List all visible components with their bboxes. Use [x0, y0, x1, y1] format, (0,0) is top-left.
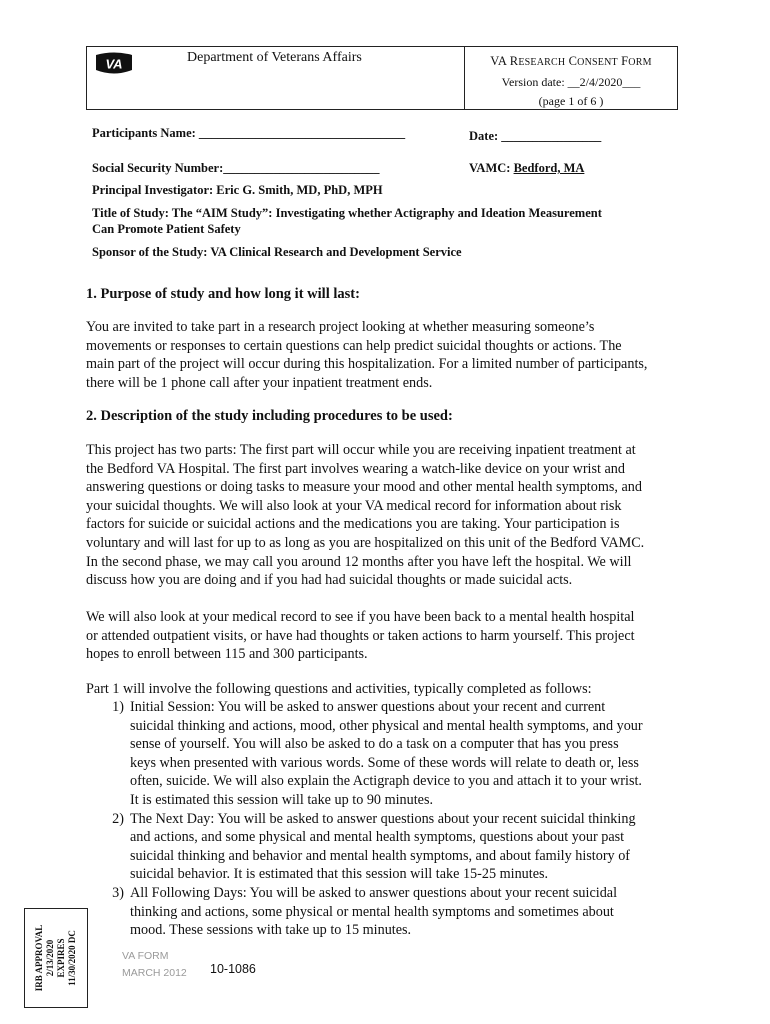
- text-line: This project has two parts: The first part will occur while you are receiving inpatient treatment at: [86, 442, 636, 458]
- text-line: and actions, and some physical and mental health symptoms, questions about your past: [130, 829, 625, 846]
- irb-approval-stamp: [24, 908, 88, 1008]
- irb-expires-date: 11/30/2020 DC: [67, 930, 77, 986]
- text-line: or attended outpatient visits, or have had thoughts or taken actions to harm yourself. This project: [86, 627, 635, 644]
- text-line: All Following Days: You will be asked to answer questions about your recent suicidal: [130, 884, 618, 901]
- participant-name-field: Participants Name: _________________________________: [92, 126, 406, 140]
- text-line: your suicidal thoughts. We will also look at your VA medical record for information about risk: [86, 497, 622, 514]
- text-line: hopes to enroll between 115 and 300 participants.: [86, 646, 368, 663]
- part1-intro: Part 1 will involve the following questions and activities, typically completed as follows:: [86, 681, 592, 697]
- text-line: It is estimated this session will take up to 90 minutes.: [130, 791, 434, 808]
- text-line: sense of yourself. You will also be asked to do a task on a computer that has you press: [130, 736, 619, 753]
- text-line: discuss how you are doing and if you had had suicidal thoughts or made suicidal acts.: [86, 572, 573, 589]
- list-item: [86, 698, 716, 810]
- list-item-number: 1): [112, 699, 124, 715]
- text-line: thinking and actions, some physical or mental health symptoms and sometimes about: [130, 903, 614, 920]
- va-logo: [94, 52, 134, 76]
- department-name: Department of Veterans Affairs: [187, 50, 362, 65]
- text-line: keys when presented with various words. Some of these words will relate to death or, less: [130, 754, 639, 771]
- version-date: Version date: __2/4/2020___: [501, 75, 641, 89]
- principal-investigator: Principal Investigator: Eric G. Smith, MD, PhD, MPH: [92, 183, 383, 197]
- text-line: factors for suicide or suicidal actions and the medications you are taking. Your participation is: [86, 516, 620, 533]
- study-sponsor: Sponsor of the Study: VA Clinical Research and Development Service: [92, 245, 462, 259]
- text-line: voluntary and will last for up to as long as you are hospitalized on this unit of the Bedford VAMC.: [86, 534, 645, 551]
- text-line: Initial Session: You will be asked to answer questions about your recent and current: [130, 699, 606, 715]
- vamc-field: VAMC: Bedford, MA: [469, 161, 585, 175]
- svg-text:VA: VA: [105, 56, 123, 72]
- text-line: In the second phase, we may call you around 12 months after you have left the hospital. We will: [86, 553, 632, 570]
- text-line: suicidal thinking and actions, mood, other physical and mental health symptoms, and your: [130, 717, 643, 734]
- text-line: the Bedford VA Hospital. The first part involves wearing a watch-like device on your wrist and: [86, 460, 625, 477]
- page-number: (page 1 of 6 ): [538, 94, 604, 108]
- irb-approval-label: IRB APPROVAL: [34, 924, 44, 992]
- text-line: there will be 1 phone call after your inpatient treatment ends.: [86, 374, 433, 391]
- text-line: The Next Day: You will be asked to answer questions about your recent suicidal thinking: [130, 810, 636, 827]
- ssn-field: Social Security Number:_________________________: [92, 161, 380, 175]
- section2-heading: 2. Description of the study including procedures to be used:: [86, 408, 453, 424]
- list-item: [86, 810, 716, 884]
- text-line: You are invited to take part in a research project looking at whether measuring someone’s: [86, 319, 595, 335]
- text-line: We will also look at your medical record to see if you have been back to a mental health hospital: [86, 609, 635, 625]
- footer-form-label: [122, 948, 187, 982]
- text-line: answering questions or doing tasks to measure your mood and other mental health symptoms, and: [86, 479, 642, 496]
- form-date: MARCH 2012: [122, 967, 187, 979]
- list-item-number: 3): [112, 884, 124, 901]
- section2-paragraph1: [86, 441, 716, 590]
- list-item: [86, 884, 716, 940]
- section1-heading: 1. Purpose of study and how long it will last:: [86, 286, 360, 302]
- list-item-number: 2): [112, 810, 124, 827]
- vamc-value: Bedford, MA: [513, 161, 585, 175]
- text-line: main part of the project will occur during this hospitalization. For a limited number of participants,: [86, 356, 648, 373]
- text-line: suicidal behavior. It is estimated that this session will take 15-25 minutes.: [130, 866, 549, 883]
- form-header: [86, 46, 678, 110]
- va-form-text: VA FORM: [122, 950, 169, 962]
- text-line: movements or responses to certain questions can help predict suicidal thoughts or actions. The: [86, 337, 622, 354]
- section1-paragraph: [86, 318, 716, 392]
- part1-list: [86, 698, 716, 940]
- study-title-line1: Title of Study: The “AIM Study”: Investigating whether Actigraphy and Ideation Measurement: [92, 206, 602, 220]
- text-line: often, suicide. We will also explain the Actigraph device to you and attach it to your wrist.: [130, 773, 642, 790]
- irb-expires-label: EXPIRES: [56, 938, 66, 978]
- date-field: Date: ________________: [469, 129, 602, 143]
- form-title: VA RESEARCH CONSENT FORM: [490, 54, 652, 68]
- text-line: mood. These sessions with take up to 15 minutes.: [130, 922, 412, 939]
- text-line: suicidal thinking and behavior and mental health symptoms, and about family history of: [130, 847, 631, 864]
- form-number: 10-1086: [210, 962, 256, 976]
- irb-approval-date: 2/13/2020: [45, 939, 55, 977]
- section2-paragraph2: [86, 608, 716, 664]
- study-title-line2: Can Promote Patient Safety: [92, 222, 241, 236]
- consent-form-info: [465, 53, 677, 109]
